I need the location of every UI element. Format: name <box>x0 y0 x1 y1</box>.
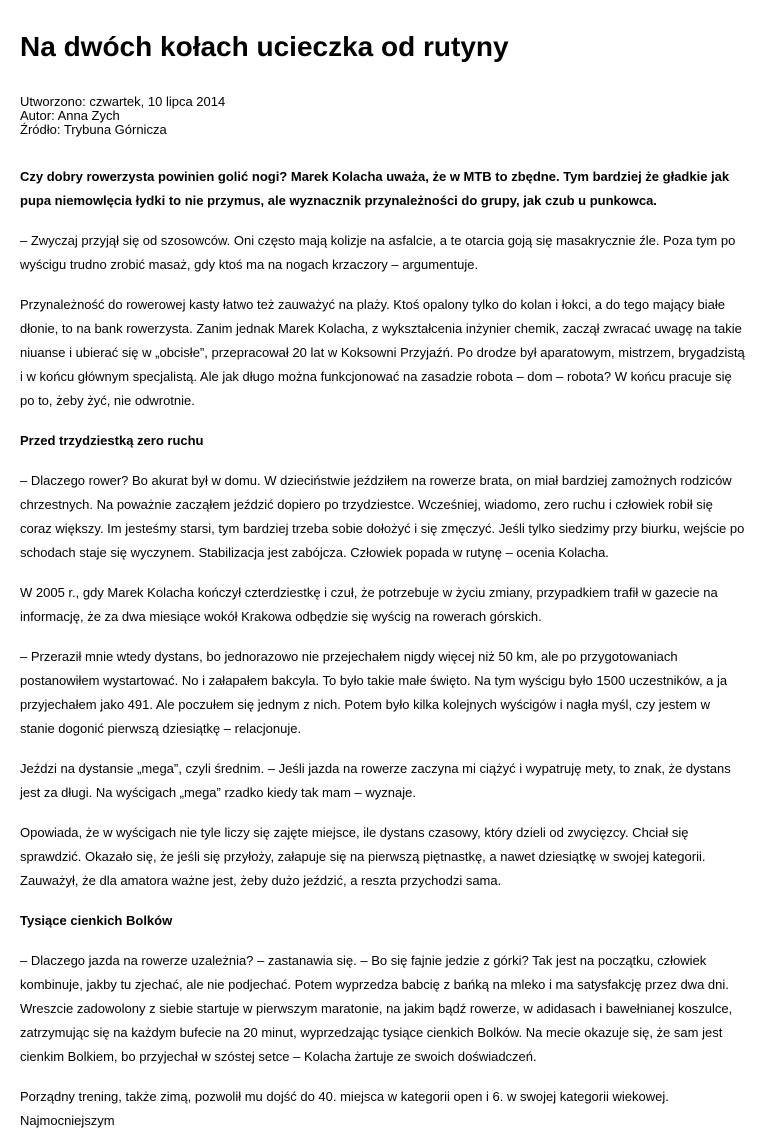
paragraph: – Przeraził mnie wtedy dystans, bo jednorazowo nie przejechałem nigdy więcej niż 50 km, ale po przygotowaniach postanowiłem wystartować. No i załapałem bakcyla. To było takie małe święto. Na tym wyścigu było 1500 uczestników, a ja przyjechałem jako 491. Ale poczułem się jednym z nich. Potem było kilka kolejnych wyścigów i nagła myśl, czy jestem w stanie dogonić pierwszą dziesiątkę – relacjonuje. <box>20 649 728 736</box>
author: Autor: Anna Zych <box>20 108 120 123</box>
paragraph: Jeździ na dystansie „mega”, czyli średnim. – Jeśli jazda na rowerze zaczyna mi ciążyć i wypatruję mety, to znak, że dystans jest za długi. Na wyścigach „mega” rzadko kiedy tak mam – wyznaje. <box>20 761 731 800</box>
created-date: Utworzono: czwartek, 10 lipca 2014 <box>20 94 226 109</box>
paragraph: Porządny trening, także zimą, pozwolił mu dojść do 40. miejsca w kategorii open i 6. w swojej kategorii wiekowej. Najmocniejszym <box>20 1089 669 1128</box>
lead-paragraph: Czy dobry rowerzysta powinien golić nogi? Marek Kolacha uważa, że w MTB to zbędne. Tym bardziej że gładkie jak pupa niemowlęcia łydki to nie przymus, ale wyznacznik przynależności do grupy, jak czub u punkowca. <box>20 169 730 208</box>
paragraph: – Dlaczego jazda na rowerze uzależnia? – zastanawia się. – Bo się fajnie jedzie z górki? Tak jest na początku, człowiek kombinuje, jakby tu zjechać, ale nie podjechać. Potem wyprzedza babcię z bańką na mleko i ma satysfakcję przez dwa dni. Wreszcie zadowolony z siebie startuje w pierwszym maratonie, na jakim bądź rowerze, w adidasach i bawełnianej koszulce, zatrzymując się na każdym bufecie na 20 minut, wyprzedzając tysiące cienkich Bolków. Na mecie okazuje się, że sam jest cienkim Bolkiem, bo przyjechał w szóstej setce – Kolacha żartuje ze swoich doświadczeń. <box>20 953 733 1064</box>
article-meta <box>20 95 748 137</box>
paragraph: – Dlaczego rower? Bo akurat był w domu. W dzieciństwie jeździłem na rowerze brata, on miał bardziej zamożnych rodziców chrzestnych. Na poważnie zacząłem jeździć dopiero po trzydziestce. Wcześniej, wiadomo, zero ruchu i człowiek robił się coraz większy. Im jesteśmy starsi, tym bardziej trzeba sobie dołożyć i się zmęczyć. Jeśli tylko siedzimy przy biurku, wejście po schodach staje się wyczynem. Stabilizacja jest zabójcza. Człowiek popada w rutynę – ocenia Kolacha. <box>20 473 745 560</box>
article-title: Na dwóch kołach ucieczka od rutyny <box>20 31 509 62</box>
source: Źródło: Trybuna Górnicza <box>20 122 167 137</box>
paragraph: W 2005 r., gdy Marek Kolacha kończył czterdziestkę i czuł, że potrzebuje w życiu zmiany, przypadkiem trafił w gazecie na informację, że za dwa miesiące wokół Krakowa odbędzie się wyścig na rowerach górskich. <box>20 585 718 624</box>
section-heading: Tysiące cienkich Bolków <box>20 913 173 928</box>
paragraph: Opowiada, że w wyścigach nie tyle liczy się zajęte miejsce, ile dystans czasowy, który dzieli od zwycięzcy. Chciał się sprawdzić. Okazało się, że jeśli się przyłoży, załapuje się na pierwszą piętnastkę, a nawet dziesiątkę w swojej kategorii. Zauważył, że dla amatora ważne jest, żeby dużo jeździć, a reszta przychodzi sama. <box>20 825 706 888</box>
section-heading: Przed trzydziestką zero ruchu <box>20 433 204 448</box>
paragraph: Przynależność do rowerowej kasty łatwo też zauważyć na plaży. Ktoś opalony tylko do kolan i łokci, a do tego mający białe dłonie, to na bank rowerzysta. Zanim jednak Marek Kolacha, z wykształcenia inżynier chemik, zaczął zwracać uwagę na takie niuanse i ubierać się w „obcisłe”, przepracował 20 lat w Koksowni Przyjaźń. Po drodze był aparatowym, mistrzem, brygadzistą i w końcu głównym specjalistą. Ale jak długo można funkcjonować na zasadzie robota – dom – robota? W końcu pracuje się po to, żeby żyć, nie odwrotnie. <box>20 297 745 408</box>
paragraph: – Zwyczaj przyjął się od szosowców. Oni często mają kolizje na asfalcie, a te otarcia goją się masakrycznie źle. Poza tym po wyścigu trudno zrobić masaż, gdy ktoś ma na nogach krzaczory – argumentuje. <box>20 233 736 272</box>
